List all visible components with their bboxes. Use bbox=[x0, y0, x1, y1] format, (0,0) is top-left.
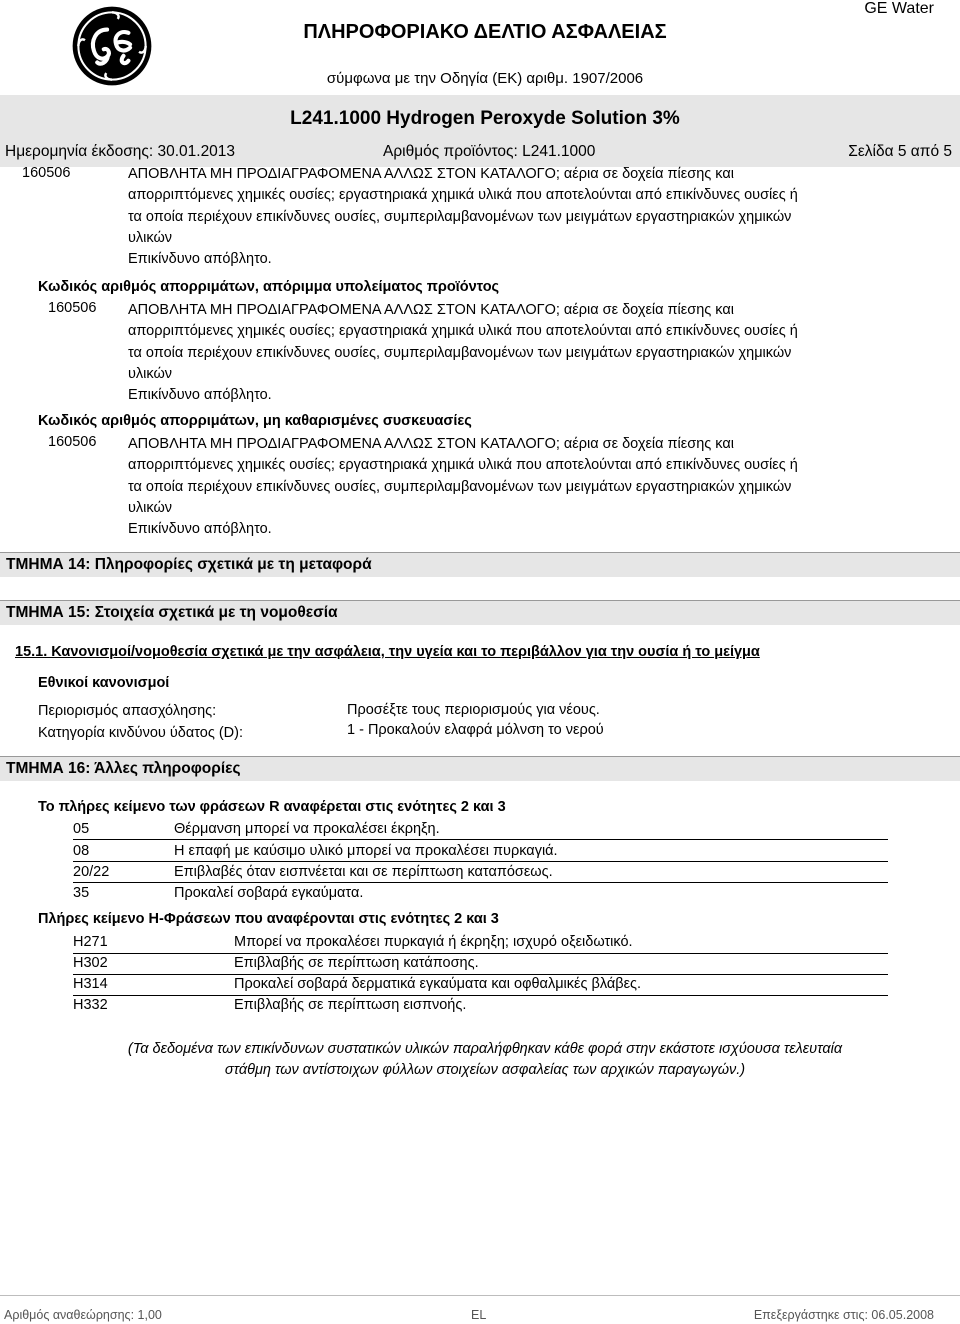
national-regulations-title: Εθνικοί κανονισμοί bbox=[38, 675, 170, 691]
footer-divider bbox=[0, 1295, 960, 1296]
processed-date: Επεξεργάστηκε στις: 06.05.2008 bbox=[753, 1308, 934, 1322]
r-phrase-text: Επιβλαβές όταν εισπνέεται και σε περίπτωση καταπόσεως. bbox=[174, 864, 553, 880]
r-phrase-code: 05 bbox=[73, 821, 90, 837]
h-phrase-text: Επιβλαβής σε περίπτωση εισπνοής. bbox=[234, 997, 467, 1013]
row-divider bbox=[73, 882, 888, 883]
waste-description-line: απορριπτόμενες χημικές ουσίες; εργαστηριακά χημικά υλικά που αποτελούνται από επικίνδυνες ουσίες ή bbox=[128, 457, 798, 474]
language-code: EL bbox=[471, 1308, 487, 1322]
waste-description-line: υλικών bbox=[128, 229, 173, 246]
waste-description-line: τα οποία περιέχουν επικίνδυνες ουσίες, συμπεριλαμβανομένων των μειγμάτων εργαστηριακών χημικών bbox=[128, 208, 792, 225]
row-divider bbox=[73, 995, 888, 996]
h-phrase-code: H271 bbox=[73, 934, 108, 950]
waste-description-line: ΑΠΟΒΛΗΤΑ ΜΗ ΠΡΟΔΙΑΓΡΑΦΟΜΕΝΑ ΑΛΛΩΣ ΣΤΟΝ ΚΑΤΑΛΟΓΟ; αέρια σε δοχεία πίεσης και bbox=[128, 302, 734, 318]
brand-name: GE Water bbox=[864, 0, 934, 17]
h-phrase-code: H302 bbox=[73, 955, 108, 971]
waste-description-line: απορριπτόμενες χημικές ουσίες; εργαστηριακά χημικά υλικά που αποτελούνται από επικίνδυνες ουσίες ή bbox=[128, 187, 798, 204]
product-number: Αριθμός προϊόντος: L241.1000 bbox=[383, 143, 596, 160]
waste-description-line: ΑΠΟΒΛΗΤΑ ΜΗ ΠΡΟΔΙΑΓΡΑΦΟΜΕΝΑ ΑΛΛΩΣ ΣΤΟΝ ΚΑΤΑΛΟΓΟ; αέρια σε δοχεία πίεσης και bbox=[128, 166, 734, 182]
waste-description-line: τα οποία περιέχουν επικίνδυνες ουσίες, συμπεριλαμβανομένων των μειγμάτων εργαστηριακών χημικών bbox=[128, 344, 792, 361]
r-phrase-code: 35 bbox=[73, 885, 90, 901]
waste-code: 160506 bbox=[48, 300, 97, 316]
r-phrase-text: Η επαφή με καύσιμο υλικό μπορεί να προκαλέσει πυρκαγιά. bbox=[174, 843, 558, 859]
row-divider bbox=[73, 839, 888, 840]
data-source-note bbox=[60, 1039, 910, 1081]
regulation-label: Κατηγορία κινδύνου ύδατος (D): bbox=[38, 725, 244, 741]
waste-code: 160506 bbox=[48, 434, 97, 450]
waste-description-line: ΑΠΟΒΛΗΤΑ ΜΗ ΠΡΟΔΙΑΓΡΑΦΟΜΕΝΑ ΑΛΛΩΣ ΣΤΟΝ ΚΑΤΑΛΟΓΟ; αέρια σε δοχεία πίεσης και bbox=[128, 436, 734, 452]
r-phrase-code: 20/22 bbox=[73, 864, 110, 880]
r-phrase-text: Θέρμανση μπορεί να προκαλέσει έκρηξη. bbox=[174, 821, 440, 837]
issue-date: Ημερομηνία έκδοσης: 30.01.2013 bbox=[5, 143, 236, 160]
waste-description-line: τα οποία περιέχουν επικίνδυνες ουσίες, συμπεριλαμβανομένων των μειγμάτων εργαστηριακών χημικών bbox=[128, 478, 792, 495]
h-phrases-title: Πλήρες κείμενο Η-Φράσεων που αναφέρονται στις ενότητες 2 και 3 bbox=[38, 911, 499, 927]
row-divider bbox=[73, 861, 888, 862]
regulation-label: Περιορισμός απασχόλησης: bbox=[38, 703, 217, 719]
waste-description-line: απορριπτόμενες χημικές ουσίες; εργαστηριακά χημικά υλικά που αποτελούνται από επικίνδυνες ουσίες ή bbox=[128, 323, 798, 340]
waste-description bbox=[128, 434, 798, 540]
waste-description-line: υλικών bbox=[128, 499, 173, 516]
regulation-value: Προσέξτε τους περιορισμούς για νέους. bbox=[347, 702, 600, 718]
waste-description-line: Επικίνδυνο απόβλητο. bbox=[128, 521, 272, 538]
row-divider bbox=[73, 974, 888, 975]
note-line: (Τα δεδομένα των επικίνδυνων συστατικών υλικών παραλήφθηκαν κάθε φορά στην εκάστοτε ισχύουσα τελευταία bbox=[127, 1041, 843, 1057]
section-15-1-title: 15.1. Κανονισμοί/νομοθεσία σχετικά με την ασφάλεια, την υγεία και το περιβάλλον για την ουσία ή το μείγμα bbox=[15, 644, 760, 660]
waste-description bbox=[128, 300, 798, 406]
waste-code-heading: Κωδικός αριθμός απορριμάτων, μη καθαρισμένες συσκευασίες bbox=[38, 413, 472, 429]
document-title: ΠΛΗΡΟΦΟΡΙΑΚΟ ΔΕΛΤΙΟ ΑΣΦΑΛΕΙΑΣ bbox=[303, 21, 667, 43]
document-subtitle: σύμφωνα με την Οδηγία (ΕΚ) αριθμ. 1907/2006 bbox=[326, 70, 644, 87]
waste-code-heading: Κωδικός αριθμός απορριμάτων, απόριμμα υπολείματος προϊόντος bbox=[38, 279, 500, 295]
waste-description bbox=[128, 164, 798, 270]
revision-number: Αριθμός αναθεώρησης: 1,00 bbox=[4, 1308, 162, 1322]
product-name: L241.1000 Hydrogen Peroxyde Solution 3% bbox=[290, 108, 680, 129]
h-phrase-code: H314 bbox=[73, 976, 108, 992]
page-number: Σελίδα 5 από 5 bbox=[848, 143, 952, 160]
section-16-title: ΤΜΗΜΑ 16: Άλλες πληροφορίες bbox=[0, 756, 960, 781]
regulation-value: 1 - Προκαλούν ελαφρά μόλνση το νερού bbox=[347, 722, 604, 738]
waste-code: 160506 bbox=[22, 165, 71, 181]
row-divider bbox=[73, 953, 888, 954]
waste-description-line: υλικών bbox=[128, 365, 173, 382]
section-15-title: ΤΜΗΜΑ 15: Στοιχεία σχετικά με τη νομοθεσία bbox=[0, 600, 960, 625]
section-14-title: ΤΜΗΜΑ 14: Πληροφορίες σχετικά με τη μεταφορά bbox=[0, 552, 960, 577]
h-phrase-text: Επιβλαβής σε περίπτωση κατάποσης. bbox=[234, 955, 479, 971]
r-phrases-title: Το πλήρες κείμενο των φράσεων R αναφέρεται στις ενότητες 2 και 3 bbox=[38, 799, 506, 815]
note-line: στάθμη των αντίστοιχων φύλλων στοιχείων ασφαλείας των αρχικών παραγωγών.) bbox=[224, 1062, 746, 1078]
waste-description-line: Επικίνδυνο απόβλητο. bbox=[128, 387, 272, 404]
waste-description-line: Επικίνδυνο απόβλητο. bbox=[128, 251, 272, 268]
r-phrase-text: Προκαλεί σοβαρά εγκαύματα. bbox=[174, 885, 364, 901]
h-phrase-text: Μπορεί να προκαλέσει πυρκαγιά ή έκρηξη; ισχυρό οξειδωτικό. bbox=[234, 934, 633, 950]
h-phrase-code: H332 bbox=[73, 997, 108, 1013]
r-phrase-code: 08 bbox=[73, 843, 90, 859]
h-phrase-text: Προκαλεί σοβαρά δερματικά εγκαύματα και οφθαλμικές βλάβες. bbox=[234, 976, 642, 992]
